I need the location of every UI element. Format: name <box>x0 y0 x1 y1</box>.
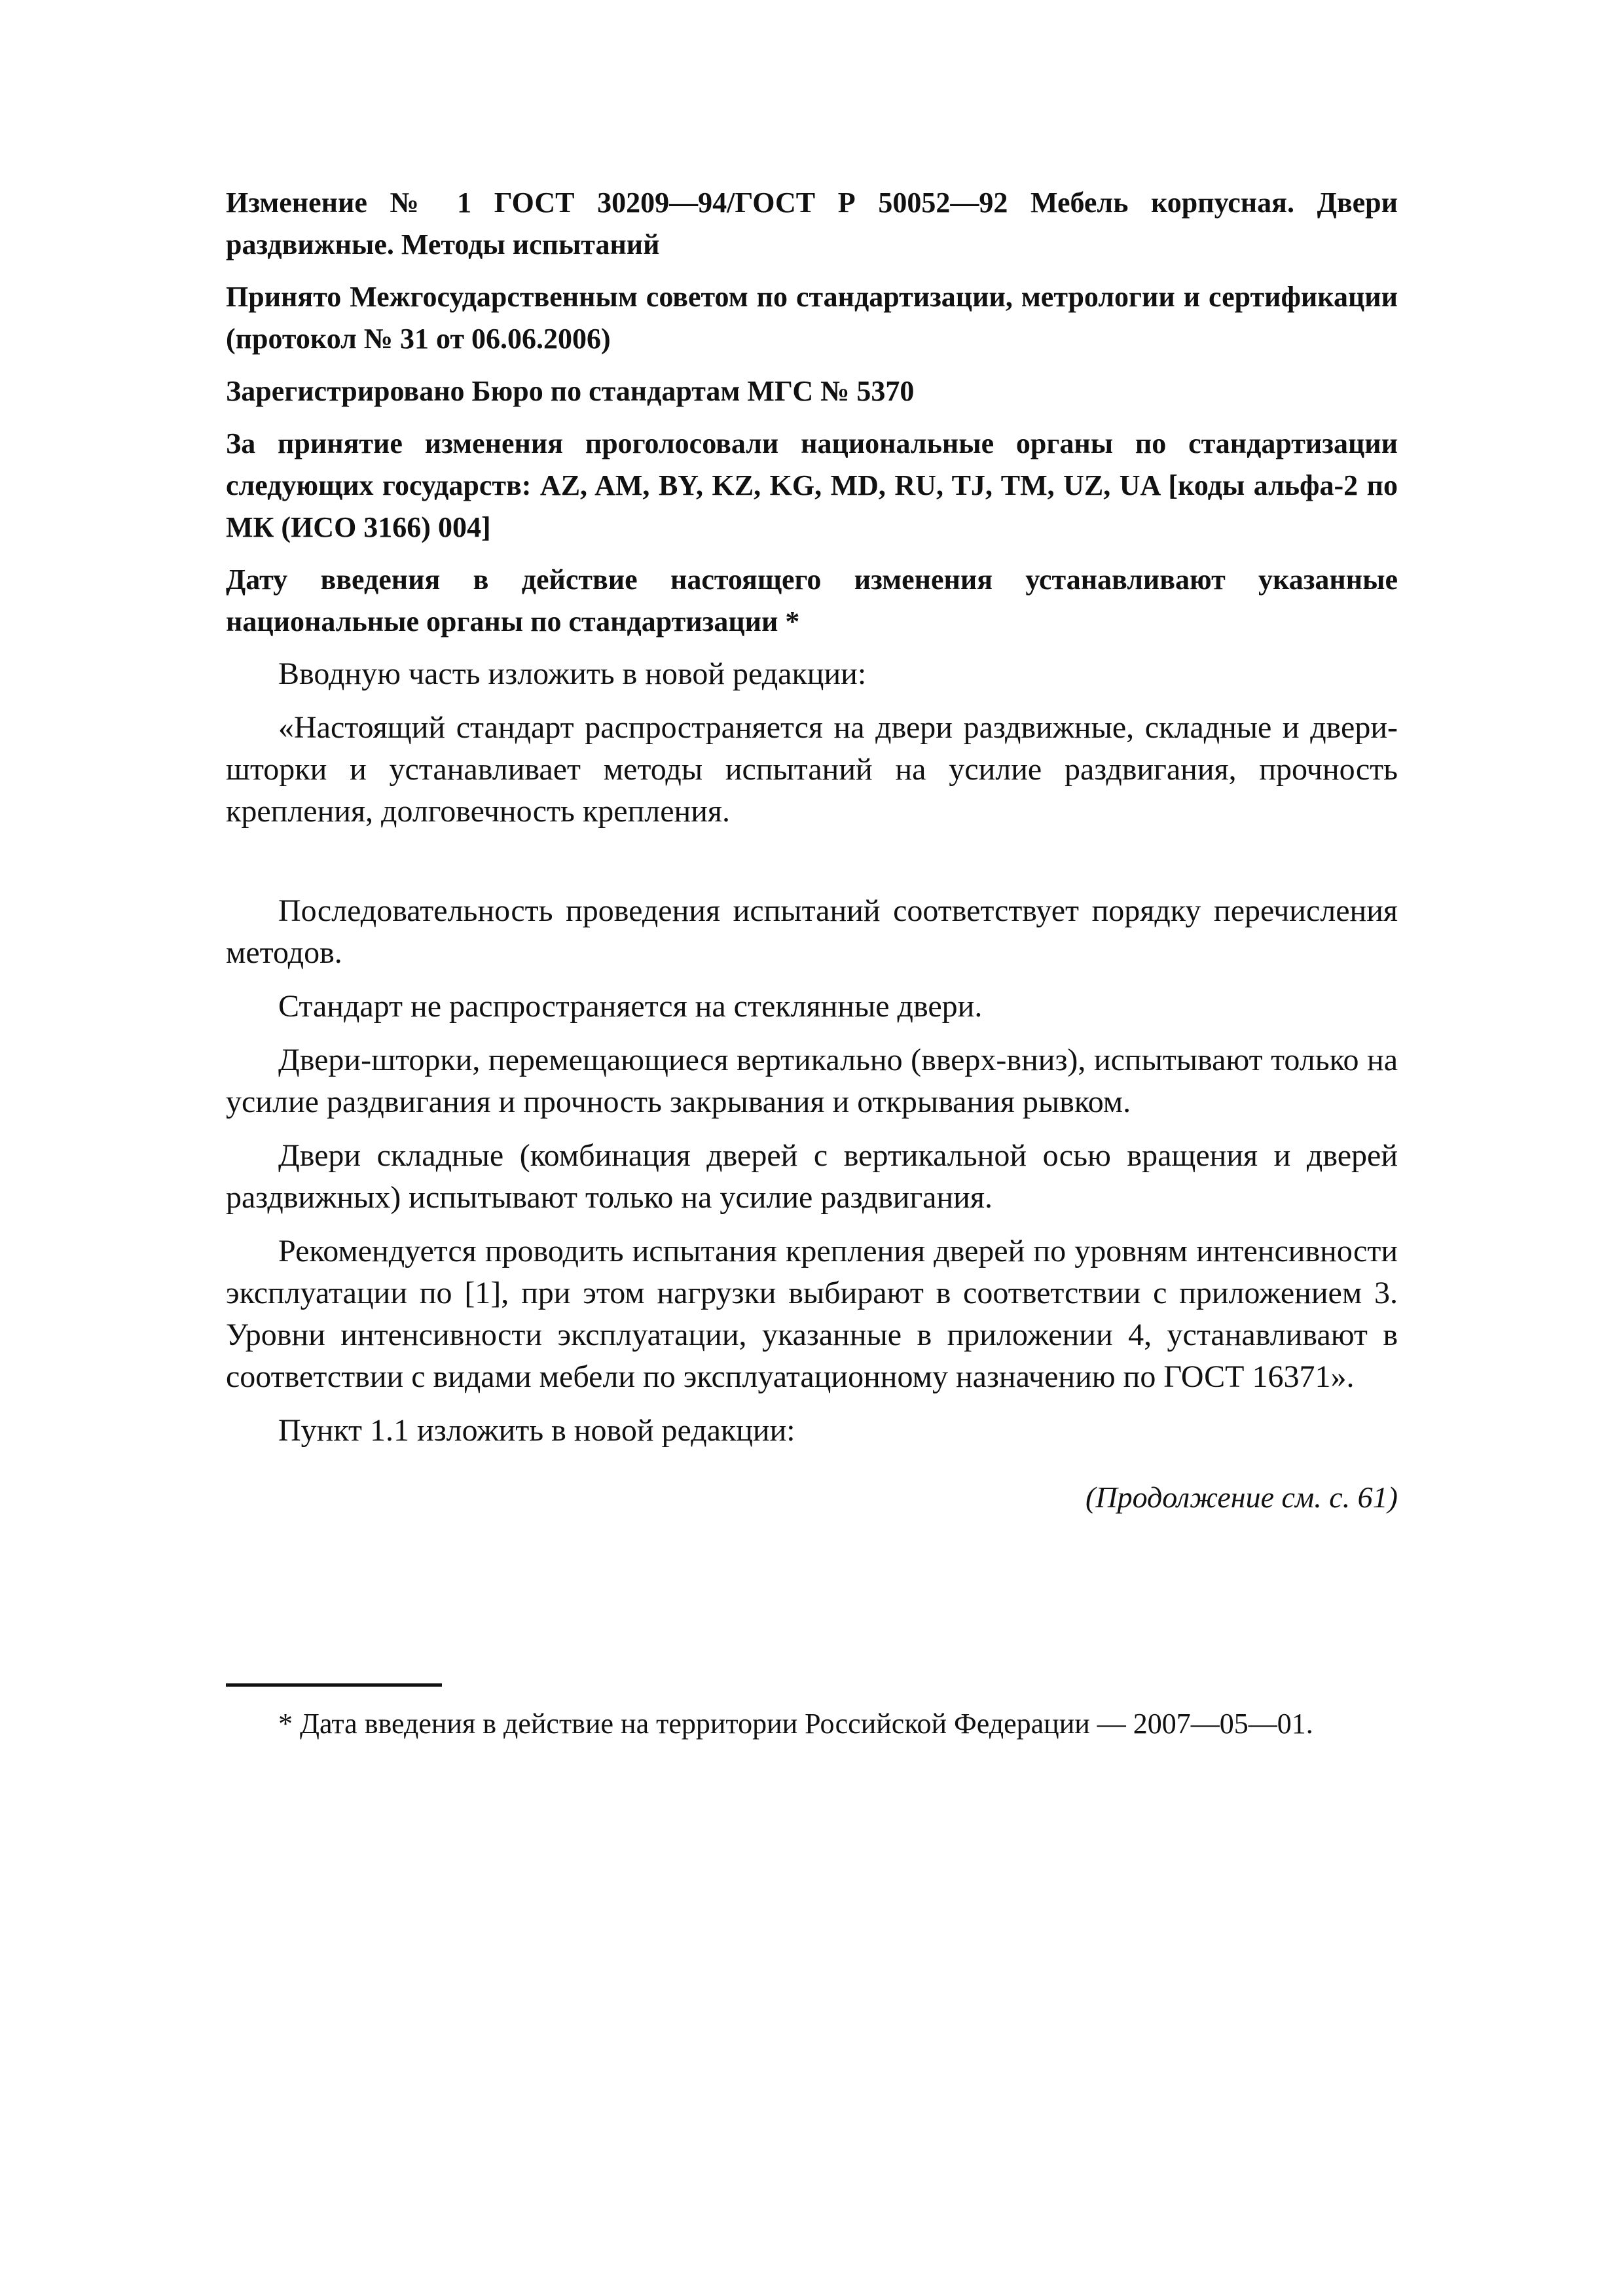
amendment-body <box>226 653 1398 1518</box>
effective-date-note: Дату введения в действие настоящего изменения устанавливают указанные национальные органы по стандартизации * <box>226 564 1398 637</box>
adoption-note: Принято Межгосударственным советом по стандартизации, метрологии и сертификации (протокол № 31 от 06.06.2006) <box>226 281 1398 355</box>
paragraph: Рекомендуется проводить испытания крепления дверей по уровням интенсивности эксплуатации по [1], при этом нагрузки выбирают в соответствии с приложением 3. Уровни интенсивности эксплуатации, указанные в приложении 4, устанавливают в соответствии с видами мебели по эксплуатационному назначению по ГОСТ 16371». <box>226 1234 1398 1394</box>
paragraph: «Настоящий стандарт распространяется на двери раздвижные, складные и двери-шторки и устанавливает методы испытаний на усилие раздвигания, прочность крепления, долговечность крепления. <box>226 710 1398 829</box>
footnote: * Дата введения в действие на территории Российской Федерации — 2007—05—01. <box>278 1708 1313 1740</box>
continuation-note: (Продолжение см. с. 61) <box>1085 1480 1398 1514</box>
paragraph-gap <box>226 844 1398 890</box>
footnote-divider <box>226 1683 442 1687</box>
registration-note: Зарегистрировано Бюро по стандартам МГС № 5370 <box>226 375 915 407</box>
paragraph: Стандарт не распространяется на стеклянные двери. <box>278 989 983 1024</box>
voting-note: За принятие изменения проголосовали национальные органы по стандартизации следующих государств: AZ, AM, BY, KZ, KG, MD, RU, TJ, TM, UZ, UA [коды альфа-2 по МК (ИСО 3166) 004] <box>226 427 1398 543</box>
paragraph: Пункт 1.1 изложить в новой редакции: <box>278 1413 795 1448</box>
paragraph: Двери-шторки, перемещающиеся вертикально (вверх-вниз), испытывают только на усилие раздвигания и прочность закрывания и открывания рывком. <box>226 1043 1398 1119</box>
amendment-title: Изменение № 1 ГОСТ 30209—94/ГОСТ Р 50052—92 Мебель корпусная. Двери раздвижные. Методы испытаний <box>226 187 1398 260</box>
document-content <box>226 182 1398 1518</box>
paragraph: Вводную часть изложить в новой редакции: <box>278 656 867 691</box>
paragraph: Двери складные (комбинация дверей с вертикальной осью вращения и дверей раздвижных) испытывают только на усилие раздвигания. <box>226 1138 1398 1215</box>
paragraph: Последовательность проведения испытаний соответствует порядку перечисления методов. <box>226 893 1398 970</box>
